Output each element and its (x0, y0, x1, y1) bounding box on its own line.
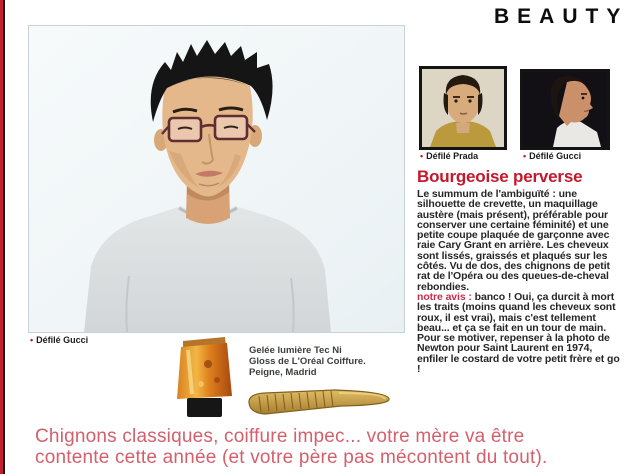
page-edge-black-rule (3, 0, 5, 474)
article-title: Bourgeoise perverse (417, 167, 583, 186)
article-paragraph: Le summum de l'ambiguïté : une silhouette de crevette, un maquillage austère (mais présent), préférable pour conserver une certaine féminité) et une petite coupe plaquée de garçonne avec raie Cary Grant en arrière. Les cheveux sont lissés, graissés et plaqués sur les côtés. Vu de dos, des chignons de petit rat de l'Opéra ou des queues-de-cheval rebondies. (417, 188, 610, 293)
footer-pull-quote (35, 426, 635, 468)
main-portrait-photo (28, 25, 405, 333)
caption-bullet-icon: • (523, 151, 527, 161)
article-body (417, 189, 625, 374)
footer-line-1: Chignons classiques, coiffure impec... votre mère va être (35, 426, 525, 447)
thumbnail-caption-text: Défilé Gucci (529, 151, 582, 161)
comb-product-image (243, 387, 393, 421)
section-header: BEAUTY (494, 5, 629, 28)
caption-bullet-icon: • (30, 335, 34, 345)
gloss-tube-product-image (168, 336, 240, 420)
portrait-illustration (29, 26, 404, 332)
thumbnail-caption-text: Défilé Prada (426, 151, 479, 161)
thumbnail-caption-gucci (523, 151, 581, 161)
product-caption-line: Gloss de L'Oréal Coiffure. (249, 356, 366, 367)
thumbnail-caption-prada (420, 151, 478, 161)
footer-line-2: contente cette année (et votre père pas mécontent du tout). (35, 447, 548, 468)
verdict-text: banco ! Oui, ça durcit à mort les traits (moins quand les cheveux sont roux, il est vrai), mais c'est tellement beau... et ça se fait en un tour de main. Pour se motiver, repenser à la photo de Newton pour Saint Laurent en 1974, enfiler le costard de votre petit frère et go ! (417, 290, 620, 376)
verdict-label: notre avis : (417, 290, 472, 303)
article-verdict-paragraph (417, 292, 625, 374)
product-caption-line: Peigne, Madrid (249, 367, 317, 378)
product-caption-line: Gelée lumière Tec Ni (249, 345, 342, 356)
thumbnail-gucci-photo (520, 69, 610, 150)
caption-bullet-icon: • (420, 151, 424, 161)
product-caption (249, 345, 366, 378)
main-photo-caption (30, 335, 88, 345)
thumbnail-prada-photo (419, 66, 507, 150)
main-photo-caption-text: Défilé Gucci (36, 335, 89, 345)
